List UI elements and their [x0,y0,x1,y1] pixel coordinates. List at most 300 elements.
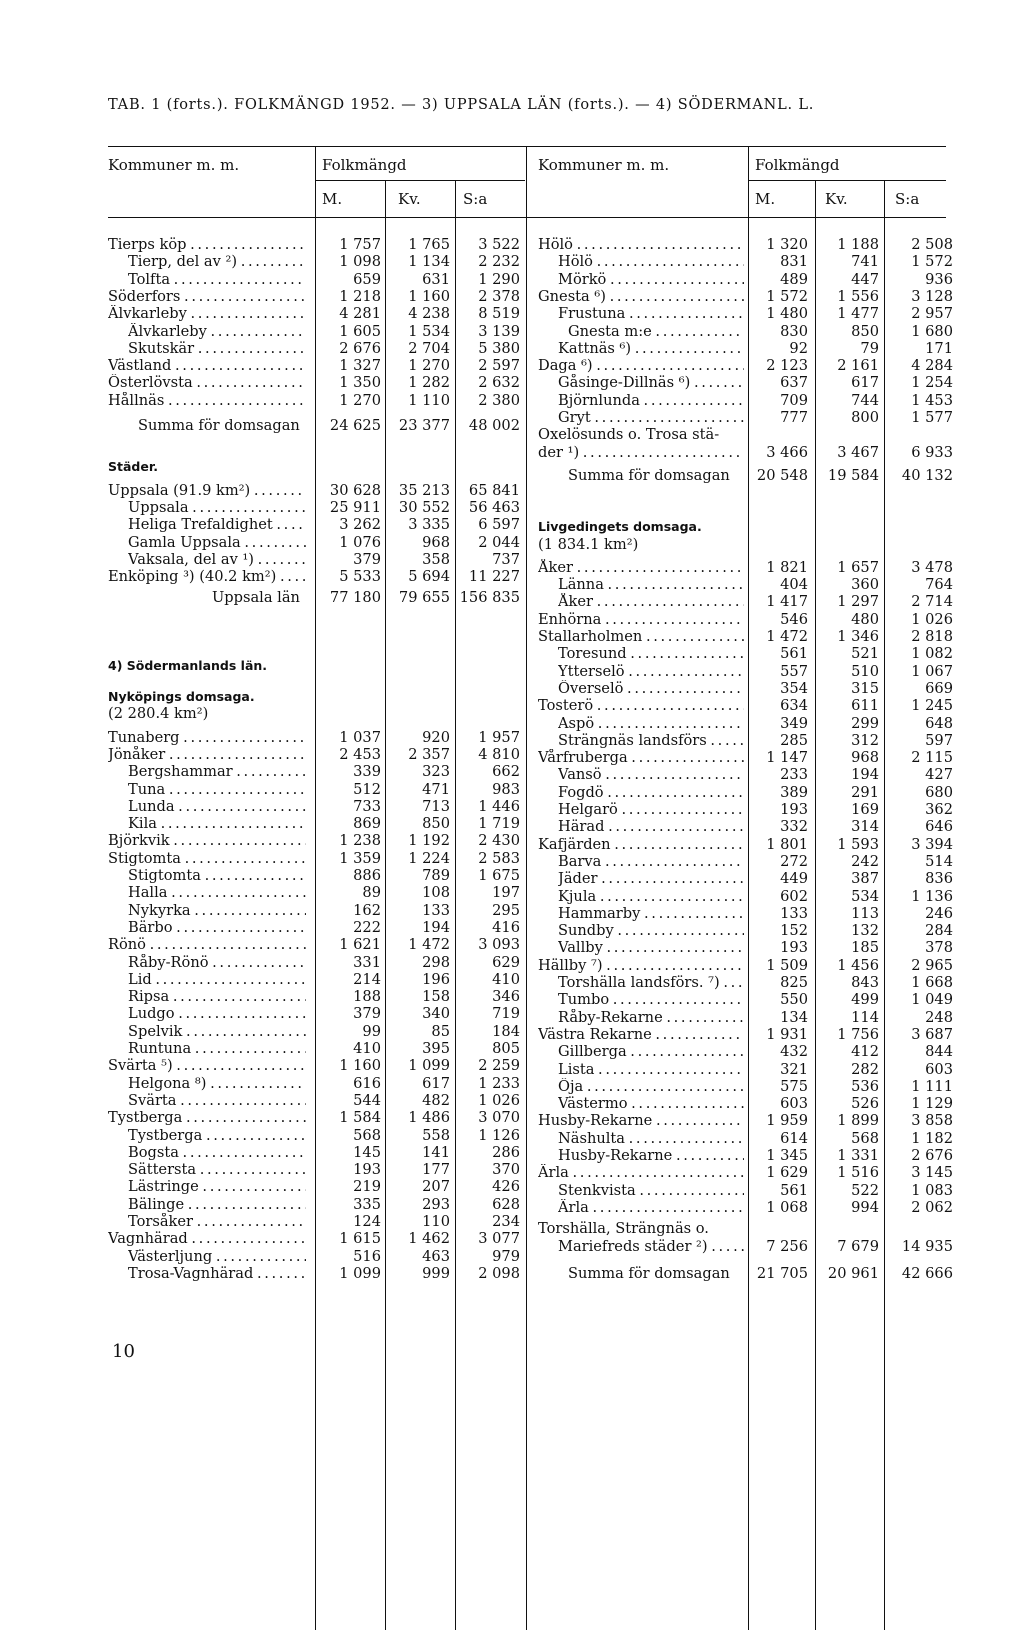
value-sa: 603 [925,1060,953,1078]
value-sa: 346 [492,988,520,1006]
row-label: Vallby . . . [558,939,744,956]
value-m: 389 [780,783,808,801]
value-m: 349 [780,714,808,732]
value-m: 432 [780,1043,808,1061]
row-label: Västra Rekarne . . . [538,1026,744,1043]
row-label: Daga ⁶) . . . [538,357,744,374]
value-kv: 800 [851,409,879,426]
value-kv: 133 [422,901,450,919]
table-row [538,766,955,783]
value-m: 272 [780,852,808,870]
row-label: Västland . . . [108,357,306,374]
value-sa: 65 841 [468,481,520,499]
table-row [538,1265,955,1282]
row-label: Råby-Rekarne . . . [558,1009,744,1026]
value-sa: 936 [925,270,953,288]
row-label: Råby-Rönö . . . [128,954,306,971]
row-label: Lunda . . . [128,798,306,815]
value-m: 1 218 [339,287,381,305]
value-m: 1 629 [766,1164,808,1182]
row-label: Mörkö . . . [558,271,744,288]
row-label: 4) Södermanlands län. [108,657,268,673]
row-label: Åker . . . [538,559,744,576]
value-m: 193 [780,939,808,957]
value-m: 124 [353,1213,381,1230]
value-m: 1 757 [339,236,381,253]
row-label: Björnlunda . . . [558,392,744,409]
value-m: 575 [780,1077,808,1095]
value-m: 219 [353,1178,381,1196]
value-kv: 617 [422,1074,450,1092]
table-row [538,1026,955,1043]
table-row [108,589,526,606]
table-row [108,236,526,253]
value-kv: 312 [851,731,879,749]
value-sa: 805 [492,1040,520,1057]
value-kv: 994 [851,1198,879,1216]
value-m: 1 615 [339,1230,381,1248]
table-row [108,988,526,1005]
value-sa: 1 083 [911,1181,953,1199]
value-sa: 629 [492,953,520,971]
value-kv: 395 [422,1040,450,1057]
value-sa: 2 957 [911,305,953,323]
row-label: Summa för domsagan [568,466,730,484]
value-kv: 1 899 [837,1112,879,1130]
value-m: 30 628 [329,481,381,499]
column-divider [526,146,527,1630]
value-kv: 158 [422,988,450,1006]
value-sa: 2 818 [911,628,953,645]
row-label: Ytterselö . . . [558,663,744,680]
row-label: Helgona ⁸) . . . [128,1075,306,1092]
row-label: Svärta . . . [128,1092,306,1109]
value-m: 335 [353,1195,381,1213]
row-label: Torshälla, Strängnäs o. [538,1220,709,1238]
table-row [538,444,955,461]
value-m: 1 472 [766,628,808,645]
value-sa: 2 044 [478,533,520,551]
row-label: Uppsala . . . [128,499,306,516]
row-label: Älvkarleby . . . [128,323,306,340]
row-label: Tuna . . . [128,781,306,798]
table-row [538,357,955,374]
m-header: M. [755,190,776,208]
row-label: Kafjärden . . . [538,836,744,853]
value-sa: 2 378 [478,287,520,305]
value-sa: 3 394 [911,835,953,853]
table-row [108,417,526,434]
value-m: 546 [780,610,808,628]
value-kv: 185 [851,939,879,957]
row-label: Tierp, del av ²) . . . [128,253,306,270]
row-label: Tystberga . . . [108,1109,306,1126]
value-sa: 416 [492,918,520,936]
row-label: Heliga Trefaldighet . . . [128,516,306,533]
table-row [538,749,955,766]
value-m: 1 931 [766,1025,808,1043]
value-m: 1 480 [766,305,808,323]
value-sa: 680 [925,783,953,801]
value-kv: 114 [851,1008,879,1026]
value-kv: 19 584 [827,466,879,484]
value-kv: 358 [422,550,450,568]
value-sa: 719 [492,1005,520,1023]
value-m: 1 359 [339,849,381,867]
value-m: 332 [780,818,808,836]
value-sa: 246 [925,904,953,922]
value-m: 1 147 [766,749,808,767]
value-m: 1 345 [766,1147,808,1164]
row-label: Uppsala (91.9 km²) . . . [108,482,306,499]
table-row [538,784,955,801]
row-label: Nyköpings domsaga. [108,689,255,704]
value-m: 1 238 [339,832,381,850]
value-kv: 110 [422,1213,450,1230]
row-label: Svärta ⁵) . . . [108,1057,306,1074]
value-kv: 360 [851,576,879,594]
value-m: 869 [353,815,381,833]
row-label: Kattnäs ⁶) . . . [558,340,744,357]
value-sa: 3 093 [478,936,520,954]
value-sa: 983 [492,780,520,798]
table-row [108,1023,526,1040]
row-label: Enköping ³) (40.2 km²) . . . [108,568,306,585]
row-label: Lästringe . . . [128,1178,306,1195]
value-kv: 521 [851,645,879,663]
value-kv: 1 160 [408,287,450,305]
row-label: Näshulta . . . [558,1130,744,1147]
value-m: 1 099 [339,1264,381,1282]
value-kv: 611 [851,697,879,715]
value-m: 404 [780,576,808,594]
table-row [108,850,526,867]
value-sa: 1 254 [911,374,953,392]
table-row [108,323,526,340]
value-m: 733 [353,797,381,815]
value-sa: 836 [925,870,953,888]
value-kv: 631 [422,270,450,288]
table-row [108,971,526,988]
value-m: 233 [780,766,808,784]
value-sa: 1 680 [911,322,953,340]
row-label: Hölö . . . [538,236,744,253]
value-sa: 514 [925,852,953,870]
value-m: 709 [780,391,808,409]
table-row [538,559,955,576]
row-label: Hölö . . . [558,253,744,270]
row-label: Vårfruberga . . . [538,749,744,766]
value-kv: 850 [422,815,450,833]
table-row [538,922,955,939]
table-row [538,426,955,443]
value-m: 637 [780,374,808,392]
value-m: 379 [353,1005,381,1023]
value-sa: 628 [492,1195,520,1213]
table-row [108,884,526,901]
value-m: 89 [362,884,381,902]
table-row [108,499,526,516]
value-sa: 3 858 [911,1112,953,1130]
row-label: Hållnäs . . . [108,392,306,409]
value-m: 561 [780,1181,808,1199]
value-kv: 522 [851,1181,879,1199]
value-m: 2 123 [766,357,808,375]
value-m: 410 [353,1040,381,1057]
value-sa: 3 077 [478,1230,520,1248]
row-label: Husby-Rekarne . . . [558,1147,744,1164]
value-kv: 30 552 [398,498,450,516]
value-sa: 5 380 [478,339,520,357]
value-m: 162 [353,901,381,919]
table-row [538,305,955,322]
value-kv: 85 [431,1022,450,1040]
value-m: 1 320 [766,236,808,253]
value-kv: 1 297 [837,593,879,611]
value-sa: 2 965 [911,956,953,974]
table-row [108,746,526,763]
table-row [108,1144,526,1161]
value-kv: 1 462 [408,1230,450,1248]
value-m: 24 625 [329,417,381,434]
value-kv: 1 099 [408,1057,450,1075]
value-kv: 968 [851,749,879,767]
value-sa: 1 067 [911,662,953,680]
value-sa: 2 062 [911,1198,953,1216]
row-label: Runtuna . . . [128,1040,306,1057]
row-label: Öja . . . [558,1078,744,1095]
value-kv: 293 [422,1195,450,1213]
value-sa: 426 [492,1178,520,1196]
value-m: 1 417 [766,593,808,611]
row-label: (2 280.4 km²) [108,705,209,723]
table-row [538,1009,955,1026]
value-m: 1 959 [766,1112,808,1130]
table-row [538,888,955,905]
row-label: Bälinge . . . [128,1196,306,1213]
value-kv: 1 477 [837,305,879,323]
table-row [108,902,526,919]
value-m: 4 281 [339,305,381,323]
value-kv: 4 238 [408,305,450,323]
value-m: 285 [780,731,808,749]
value-m: 489 [780,270,808,288]
value-kv: 1 516 [837,1164,879,1182]
value-m: 516 [353,1247,381,1265]
header-bottom-rule [108,217,946,218]
row-label: Torshälla landsförs. ⁷) . . . [558,974,744,991]
value-sa: 1 675 [478,867,520,884]
value-sa: 362 [925,801,953,818]
table-row [108,357,526,374]
row-label: Stigtomta . . . [108,850,306,867]
table-row [538,288,955,305]
table-row [108,954,526,971]
row-label: Trosa-Vagnhärad . . . [128,1265,306,1282]
row-label: Älvkarleby . . . [108,305,306,322]
value-sa: 979 [492,1247,520,1265]
value-kv: 789 [422,867,450,884]
kv-header: Kv. [825,190,848,208]
row-label: Sättersta . . . [128,1161,306,1178]
table-row [108,1092,526,1109]
value-kv: 558 [422,1126,450,1144]
table-row [538,518,955,535]
table-row [108,305,526,322]
value-m: 92 [789,339,808,357]
row-label: Mariefreds städer ²) . . . [558,1238,744,1255]
table-row [538,1182,955,1199]
table-row [538,836,955,853]
table-row [108,763,526,780]
row-label: Överselö . . . [558,680,744,697]
row-label: Toresund . . . [558,645,744,662]
row-label: Livgedingets domsaga. [538,519,702,535]
row-label: Björkvik . . . [108,832,306,849]
value-sa: 171 [925,339,953,357]
table-row [538,732,955,749]
value-m: 7 256 [766,1237,808,1255]
value-sa: 844 [925,1043,953,1061]
value-kv: 510 [851,662,879,680]
value-m: 512 [353,780,381,798]
value-kv: 1 192 [408,832,450,850]
table-row [538,409,955,426]
row-label: Nykyrka . . . [128,902,306,919]
row-label: Hällby ⁷) . . . [538,957,744,974]
row-label: Ärla . . . [538,1164,744,1181]
row-label: Vaksala, del av ¹) . . . [128,551,306,568]
value-kv: 1 556 [837,287,879,305]
value-kv: 526 [851,1095,879,1113]
row-label: Städer. [108,459,158,475]
value-kv: 113 [851,904,879,922]
table-row [538,1220,955,1237]
value-kv: 1 472 [408,936,450,954]
table-row [538,323,955,340]
value-kv: 291 [851,783,879,801]
row-label: Vansö . . . [558,766,744,783]
value-kv: 1 346 [837,628,879,645]
table-row [538,536,955,553]
value-sa: 669 [925,679,953,697]
value-kv: 141 [422,1143,450,1161]
row-label: Gåsinge-Dillnäs ⁶) . . . [558,374,744,391]
table-row [538,801,955,818]
row-label: Sundby . . . [558,922,744,939]
value-sa: 1 446 [478,797,520,815]
value-sa: 1 026 [478,1091,520,1109]
row-label: Tolfta . . . [128,271,306,288]
value-kv: 2 161 [837,357,879,375]
table-row [108,867,526,884]
row-label: Gryt . . . [558,409,744,426]
table-row [538,392,955,409]
value-m: 1 160 [339,1057,381,1075]
value-sa: 284 [925,922,953,940]
value-sa: 3 139 [478,322,520,340]
table-row [108,482,526,499]
row-label: Härad . . . [558,818,744,835]
value-kv: 447 [851,270,879,288]
row-label: Aspö . . . [558,715,744,732]
table-row [108,832,526,849]
value-sa: 3 128 [911,287,953,305]
value-kv: 534 [851,887,879,905]
value-kv: 282 [851,1060,879,1078]
value-kv: 177 [422,1161,450,1179]
value-m: 3 466 [766,443,808,461]
value-kv: 169 [851,801,879,818]
value-sa: 6 933 [911,443,953,461]
row-label: Tierps köp . . . [108,236,306,253]
value-kv: 412 [851,1043,879,1061]
value-sa: 648 [925,714,953,732]
row-label: Länna . . . [558,576,744,593]
row-label: Tosterö . . . [538,697,744,714]
value-sa: 1 111 [911,1077,953,1095]
sa-header: S:a [895,190,920,208]
table-row [108,288,526,305]
table-row [538,715,955,732]
value-m: 1 605 [339,322,381,340]
value-m: 2 676 [339,339,381,357]
value-kv: 2 704 [408,339,450,357]
value-kv: 2 357 [408,745,450,763]
value-m: 831 [780,253,808,271]
value-sa: 295 [492,901,520,919]
value-m: 557 [780,662,808,680]
value-m: 1 572 [766,287,808,305]
value-kv: 299 [851,714,879,732]
value-m: 77 180 [329,589,381,607]
sa-header: S:a [463,190,488,208]
table-row [538,974,955,991]
table-row [108,458,526,475]
value-sa: 248 [925,1008,953,1026]
value-sa: 4 810 [478,745,520,763]
value-sa: 1 136 [911,887,953,905]
value-sa: 597 [925,731,953,749]
value-sa: 3 687 [911,1025,953,1043]
table-row [108,374,526,391]
value-sa: 2 583 [478,849,520,867]
row-label: Torsåker . . . [128,1213,306,1230]
table-row [538,939,955,956]
value-sa: 737 [492,550,520,568]
value-m: 193 [780,801,808,818]
table-row [108,1196,526,1213]
value-kv: 1 456 [837,956,879,974]
value-sa: 1 082 [911,645,953,663]
value-sa: 764 [925,576,953,594]
value-sa: 1 290 [478,270,520,288]
value-sa: 2 098 [478,1264,520,1282]
value-m: 1 350 [339,374,381,392]
value-kv: 23 377 [398,417,450,434]
value-kv: 499 [851,991,879,1009]
table-row [108,568,526,585]
value-m: 1 621 [339,936,381,954]
table-row [108,1161,526,1178]
value-m: 659 [353,270,381,288]
row-label: Gnesta ⁶) . . . [538,288,744,305]
value-kv: 315 [851,679,879,697]
row-label: Gamla Uppsala . . . [128,534,306,551]
value-kv: 79 655 [398,589,450,607]
value-sa: 197 [492,884,520,902]
row-label: Bärbo . . . [128,919,306,936]
